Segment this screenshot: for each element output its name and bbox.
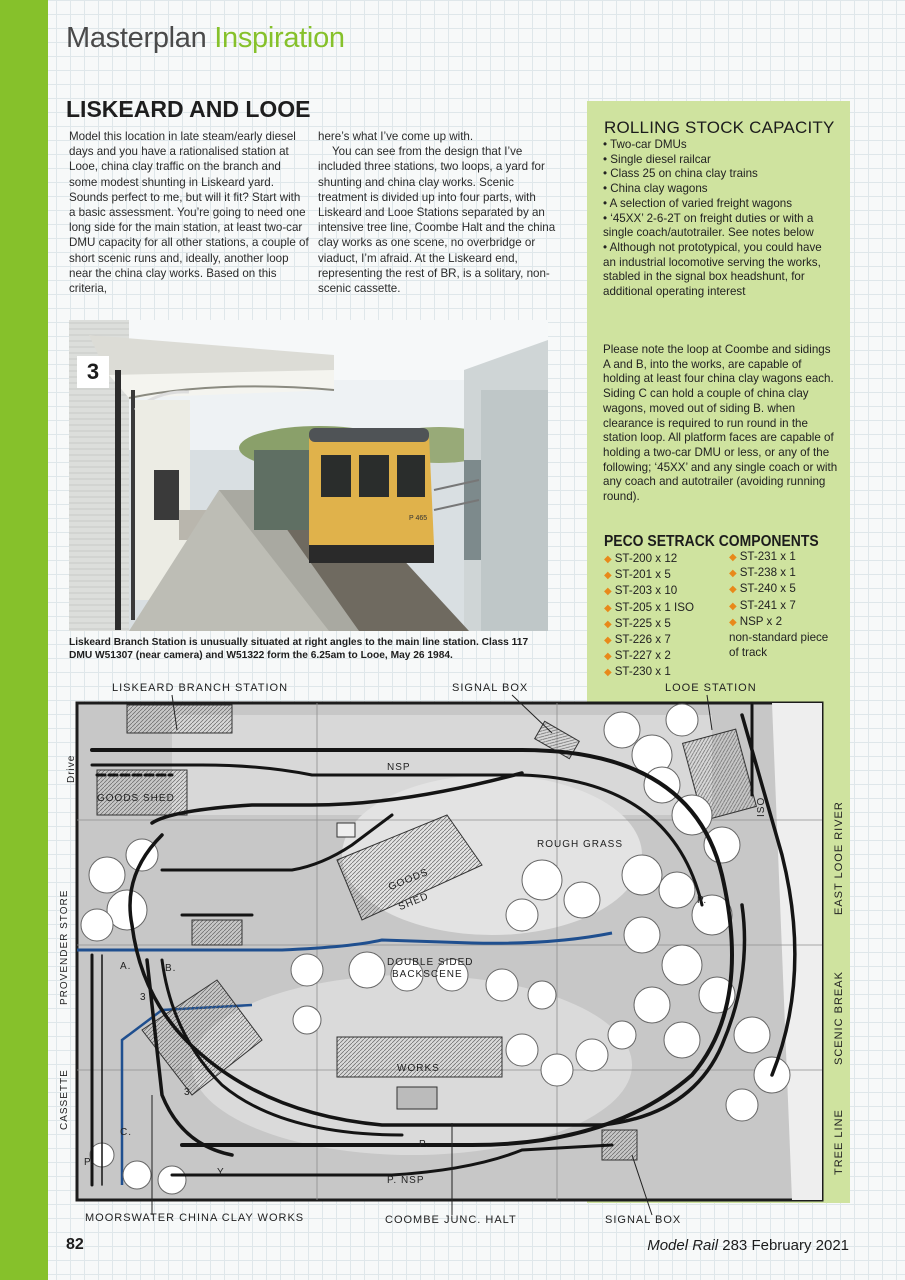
label-looe-station: LOOE STATION	[665, 682, 757, 694]
article-col2-p1: here’s what I’ve come up with.	[318, 130, 474, 143]
label-double-sided-1: DOUBLE SIDED	[387, 957, 474, 968]
label-goods-shed-left: GOODS SHED	[97, 793, 175, 804]
label-cassette: CASSETTE	[59, 1069, 70, 1130]
sidebar-note: Please note the loop at Coombe and sidings A and B, into the works, are capable of holding at least four china clay wagons each. Siding C can hold a couple of china clay wagons, moved out of siding B. when clearance is required to run round in the station loop. All platform faces are capable of holding a two-car DMU or less, or any of the following; ‘45XX’ and any single coach or with any coach and autotrailer (avoiding running round).	[603, 343, 838, 504]
green-side-bar	[0, 0, 48, 1280]
label-tree-line: TREE LINE	[833, 1109, 845, 1175]
list-item: ◆ ST-225 x 5	[604, 616, 671, 630]
list-item: • Class 25 on china clay trains	[603, 167, 758, 181]
photo-caption: Liskeard Branch Station is unusually situated at right angles to the main line station. Class 117 DMU W51307 (near camera) and W51322 form the 6.25am to Looe, May 26 1984.	[69, 637, 529, 661]
label-provender-store: PROVENDER STORE	[59, 889, 70, 1005]
label-nsp-bottom: P. NSP	[387, 1175, 425, 1186]
photo-number-badge: 3	[77, 356, 109, 388]
article-col1-text: Model this location in late steam/early diesel days and you have a rationalised station at Looe, china clay traffic on the branch and some modest shunting in Liskeard yard. Sounds perfect to me, but will it fit? Start with a basic assessment. You’re going to need one long side for the main station, at least two-car DMU capacity for all other stations, a couple of short scenic runs and, ideally, another loop near the china clay works. Based on this criteria,	[69, 130, 309, 296]
diamond-bullet-icon: ◆	[604, 554, 612, 565]
label-three-1: 3	[140, 992, 147, 1003]
label-three-2: 3	[184, 1087, 191, 1098]
peco-title: PECO SETRACK COMPONENTS	[604, 533, 819, 550]
diamond-bullet-icon: ◆	[604, 586, 612, 598]
diamond-bullet-icon: ◆	[604, 570, 612, 582]
header-part1: Masterplan	[66, 22, 207, 54]
diamond-bullet-icon: ◆	[604, 602, 612, 614]
section-header	[66, 22, 345, 55]
list-item: • Two-car DMUs	[603, 138, 687, 151]
diamond-bullet-icon: ◆	[729, 552, 737, 563]
rolling-stock-list	[603, 138, 835, 300]
train-number: P 465	[409, 515, 428, 522]
list-item: • ‘45XX’ 2-6-2T on freight duties or with a single coach/autotrailer. See notes below	[603, 211, 814, 240]
article-column-2	[318, 129, 558, 296]
list-item: ◆ ST-238 x 1	[729, 566, 796, 580]
diamond-bullet-icon: ◆	[729, 584, 737, 596]
list-item: ◆ ST-226 x 7	[604, 633, 671, 647]
label-a: A.	[120, 961, 132, 972]
list-item: ◆ ST-203 x 10	[604, 584, 678, 598]
station-photo	[69, 320, 548, 631]
list-item: • Although not prototypical, you could have an industrial locomotive serving the works, stabled in the signal box headshunt, for additional operating interest	[603, 240, 822, 299]
list-item: ◆ ST-201 x 5	[604, 568, 671, 582]
label-moorswater: MOORSWATER CHINA CLAY WORKS	[85, 1212, 305, 1224]
list-item: ◆ ST-200 x 12	[604, 552, 678, 565]
label-rough-grass: ROUGH GRASS	[537, 839, 624, 850]
diamond-bullet-icon: ◆	[604, 635, 612, 647]
list-item: • Single diesel railcar	[603, 152, 711, 166]
peco-note: non-standard piece of track	[729, 631, 829, 660]
list-item: ◆ ST-227 x 2	[604, 649, 671, 663]
station-photo-illustration	[69, 320, 548, 631]
label-p-halt: P.	[419, 1139, 430, 1150]
magazine-name: Model Rail	[647, 1237, 719, 1254]
label-signal-box-top: SIGNAL BOX	[452, 682, 529, 694]
diamond-bullet-icon: ◆	[729, 616, 737, 628]
label-c: C.	[120, 1127, 132, 1138]
list-item: • China clay wagons	[603, 182, 708, 196]
list-item: ◆ ST-241 x 7	[729, 598, 796, 612]
header-part2: Inspiration	[214, 22, 345, 54]
footer	[647, 1237, 849, 1254]
page-number: 82	[66, 1236, 84, 1253]
label-drive: Drive	[66, 754, 77, 783]
article-column-1	[69, 129, 309, 296]
issue-info: 283 February 2021	[718, 1237, 849, 1254]
diamond-bullet-icon: ◆	[604, 618, 612, 630]
label-p-left: P.	[84, 1157, 95, 1168]
label-liskeard-branch-station: LISKEARD BRANCH STATION	[112, 682, 289, 694]
track-plan	[52, 675, 852, 1230]
diamond-bullet-icon: ◆	[604, 651, 612, 663]
label-p-right: P.	[697, 895, 708, 906]
diamond-bullet-icon: ◆	[729, 568, 737, 580]
label-nsp-top: NSP	[387, 762, 411, 773]
list-item: ◆ ST-240 x 5	[729, 582, 796, 596]
label-works: WORKS	[397, 1063, 440, 1074]
sidebar-title: ROLLING STOCK CAPACITY	[604, 118, 835, 137]
article-col2-p2: You can see from the design that I’ve included three stations, two loops, a yard for shunting and china clay works. Scenic treatment is divided up into four parts, with Liskeard and Looe Stations separated by an intensive tree line, Coombe Halt and the china clay works as one scene, no overbridge or viaduct, I’m afraid. At the Liskeard end, representing the rest of BR, is a solitary, non-scenic cassette.	[318, 145, 556, 296]
label-east-looe-river: EAST LOOE RIVER	[833, 801, 845, 915]
label-scenic-break: SCENIC BREAK	[833, 971, 845, 1065]
label-goods-center-2: SHED	[396, 890, 431, 914]
label-iso: ISO	[756, 796, 767, 817]
list-item: ◆ ST-231 x 1	[729, 550, 796, 563]
peco-list-2	[729, 549, 839, 660]
liskeard-platform-building	[127, 705, 232, 733]
label-coombe: COOMBE JUNC. HALT	[385, 1214, 517, 1226]
list-item: ◆ ST-205 x 1 ISO	[604, 600, 694, 614]
label-goods-center-1: GOODS	[386, 867, 431, 894]
label-y: Y	[217, 1167, 225, 1178]
label-signal-box-bottom: SIGNAL BOX	[605, 1214, 682, 1226]
peco-list-1	[604, 551, 719, 681]
list-item: • A selection of varied freight wagons	[603, 196, 793, 210]
list-item: ◆ NSP x 2	[729, 614, 783, 628]
diamond-bullet-icon: ◆	[604, 667, 612, 679]
label-double-sided-2: BACKSCENE	[392, 969, 463, 980]
article-title: LISKEARD AND LOOE	[66, 96, 311, 122]
label-b: B.	[165, 963, 177, 974]
list-item: ◆ ST-230 x 1	[604, 665, 671, 679]
diamond-bullet-icon: ◆	[729, 600, 737, 612]
